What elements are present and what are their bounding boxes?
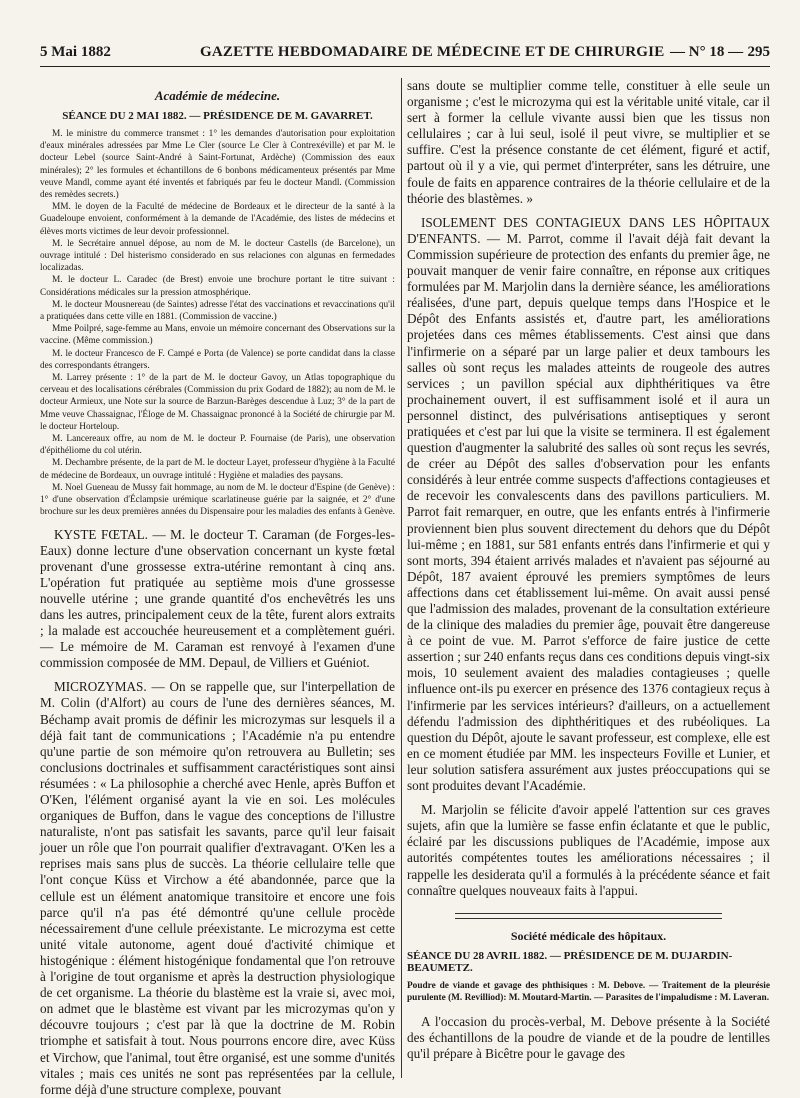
paragraph-microzymas: MICROZYMAS. — On se rappelle que, sur l'interpellation de M. Colin (d'Alfort) au cours de l'une des dernières séances, M. Béchamp avait promis de définir les microzymas sur lesquels il a déjà fait tant de communications ; l'Académie n'a pu entendre qu'une partie de son mémoire qu'on retrouvera au Bulletin; ses conclusions doctrinales et suffisamment caractéristiques sont ainsi résumées : « La philosophie a cherché avec Henle, après Buffon et O'Ken, l'élément organisé ayant la vie en soi. Les molécules organiques de Buffon, dans le vague des conceptions de l'illustre naturaliste, n'ont pas satisfait les savants, parce qu'il leur faisait jouer un rôle que l'on pourrait qualifier d'extravagant. O'Ken les a reprises mais sans plus de succès. La théorie cellulaire telle que l'ont conçue Küss et Virchow a été abandonnée, parce que la cellule est un élément anatomique transitoire et encore une fois parce qu'il n'a pas été démontré qu'une cellule procède nécessairement d'une cellule préexistante. Le microzyma est cette unité vitale autonome, agent doué d'activité chimique et histogénique : élément histogénique fondamental que l'on retrouve à l'origine de tout organisme et après la destruction physiologique de cet organisme. La théorie du blastème est la vraie si, avec moi, on admet que le blastème est vivant par les microzymas qu'on y découvre toujours ; c'est par là que la doctrine de M. Robin triomphe et satisfait à tout. Nous pourrons encore dire, avec Küss et Virchow, que l'animal, tout être organisé, est une somme d'unités vitales ; mais ces unités ne sont pas représentées par la cellule, forme déjà d'une structure complexe, pouvant	[40, 679, 395, 1097]
issue-number: — N° 18 —	[670, 44, 744, 60]
paragraph-marjolin: M. Marjolin se félicite d'avoir appelé l'attention sur ces graves sujets, afin que la lumière se fasse enfin éclatante et que le public, éclairé par les discussions publiques de l'Académie, impose aux autorités compétentes toutes les améliorations nécessaires ; il rappelle les desiderata qu'il a formulés à la précédente séance et fait connaître quelques nouveaux faits à l'appui.	[407, 802, 770, 898]
section-title-societe: Société médicale des hôpitaux.	[510, 928, 667, 943]
session-heading-societe: SÉANCE DU 28 AVRIL 1882. — PRÉSIDENCE DE M. DUJARDIN-BEAUMETZ.	[407, 949, 733, 974]
correspondence-item: M. Dechambre présente, de la part de M. le docteur Layet, professeur d'hygiène à la Faculté de médecine de Bordeaux, un ouvrage intitulé : Hygiène et maladies des paysans.	[40, 458, 395, 481]
correspondence-item: M. le docteur L. Caradec (de Brest) envoie une brochure portant le titre suivant : Considérations médicales sur la pression atmosphérique.	[40, 275, 395, 298]
correspondence-item: M. le ministre du commerce transmet : 1° les demandes d'autorisation pour exploitation d'eaux minérales adressées par Mme Le Cler (source Le Cler à Contrexéville) et par M. le docteur Lebel (source Saint-André à Saint-Fortunat, Ardèche) (Commission des eaux minérales); 2° les formules et échantillons de 6 bonbons médicamenteux présentés par Mme veuve Mandl, comme ayant été inventés et fabriqués par feu le docteur Mandl. (Commission des remèdes secrets.)	[40, 129, 395, 201]
issue-date: 5 Mai 1882	[40, 44, 111, 60]
running-header	[40, 44, 770, 67]
correspondence-item: M. Noel Gueneau de Mussy fait hommage, au nom de M. le docteur d'Espine (de Genève) : 1° d'une observation d'Éclampsie urémique scarlatineuse guérie par la saignée, et 2° d'une brochure sur les deux premières années du Dispensaire pour les maladies des enfants à Genève.	[40, 482, 395, 518]
correspondence-item: M. le Secrétaire annuel dépose, au nom de M. le docteur Castells (de Barcelone), un ouvrage intitulé : Del histerismo considerado en sus relaciones con algunas en fermedades localizadas.	[40, 238, 395, 274]
correspondence-item: MM. le doyen de la Faculté de médecine de Bordeaux et le directeur de la santé à la Guadeloupe envoient, conformément à la demande de l'Académie, des listes de médecins et élèves morts victimes de leur devoir professionnel.	[40, 202, 395, 237]
section-rule	[455, 913, 722, 914]
session-summary: Poudre de viande et gavage des phthisiques : M. Debove. — Traitement de la pleurésie purulente (M. Revilliod): M. Moutard-Martin. — Parasites de l'impaludisme : M. Laveran.	[407, 980, 770, 1003]
correspondence-item: M. Lancereaux offre, au nom de M. le docteur P. Fournaise (de Paris), une observation d'épithéliome du col utérin.	[40, 434, 395, 457]
journal-title: GAZETTE HEBDOMADAIRE DE MÉDECINE ET DE CHIRURGIE	[200, 44, 665, 60]
session-heading: SÉANCE DU 2 MAI 1882. — PRÉSIDENCE DE M. GAVARRET.	[62, 110, 373, 122]
paragraph-continuation: sans doute se multiplier comme telle, constituer à elle seule un organisme ; c'est le microzyma qui est la véritable unité vitale, car il sert à former la cellule vivante aussi bien que les tissus non cellulaires ; car à lui seul, isolé il peut vivre, se multiplier et se suffire. C'est la présence constante de cet élément, figuré et actif, partout où il y a vie, qui permet d'interpréter, sans les détruire, une foule de faits en apparence contraires de la théorie cellulaire et de la théorie des blastèmes. »	[407, 78, 770, 206]
column-divider	[401, 78, 402, 1078]
correspondence-item: M. le docteur Mousnereau (de Saintes) adresse l'état des vaccinations et revaccinations qu'il a pratiquées dans cette ville en 1881. (Commission de vaccine.)	[40, 299, 395, 323]
correspondence-item: M. Larrey présente : 1° de la part de M. le docteur Gavoy, un Atlas topographique du cerveau et des localisations cérébrales (Commission du prix Godard de 1882); au nom de M. le docteur Armieux, une Note sur la source de Barzun-Barèges descendue à Luz; 3° de la part de Mme veuve Chassaignac, l'Éloge de M. Chassaignac prononcé à la Société de chirurgie par M. le docteur Horteloup.	[40, 373, 395, 432]
paragraph-proces-verbal: A l'occasion du procès-verbal, M. Debove présente à la Société des échantillons de la poudre de viande et de la poudre de lentilles qu'il prépare à Bicêtre pour le gavage des	[407, 1013, 770, 1061]
left-column	[40, 78, 395, 1098]
paragraph-isolement: ISOLEMENT DES CONTAGIEUX DANS LES HÔPITAUX D'ENFANTS. — M. Parrot, comme il l'avait déjà fait devant la Commission supérieure de protection des enfants du premier âge, ne pouvait manquer de venir faire connaître, en réponse aux critiques formulées par M. Marjolin dans la dernière séance, les améliorations réalisées, d'une part, depuis quelque temps dans l'Hospice et le Dépôt des Enfants assistés et, d'autre part, les améliorations projetées dans ces mêmes établissements. C'est ainsi que dans l'infirmerie on a séparé par un large palier et deux tambours les salles où sont reçus les malades atteints de rougeole des autres services ; un pavillon spécial aux diphthéritiques va être prochainement ouvert, il est suffisamment isolé et il aura un personnel distinct, des pulvérisations antiseptiques y seront pratiquées et c'est par lui que la visite se terminera. Il est également question d'augmenter la salubrité des salles où sont reçus les sevrés, de créer au Dépôt des salles d'observation pour les enfants considérés à leur entrée comme suspects d'affections contagieuses et de recevoir les convalescents dans des pavillons particuliers. M. Parrot fait remarquer, en outre, que les enfants entrés à l'infirmerie proviennent bien plus souvent directement du dehors que du Dépôt lui-même ; en 1881, sur 581 enfants entrés dans l'infirmerie et qui y sont morts, 394 étaient arrivés malades et n'avaient pas séjourné au Dépôt, 187 avaient éprouvé les premiers symptômes de leurs affections dans cet établissement lui-même. On avait aussi pensé que l'admission des malades, provenant de la consultation extérieure de la clinique des maladies du premier âge, pouvait être dangereuse à ce point de vue. M. Parrot s'efforce de faire justice de cette assertion ; sur 240 enfants reçus dans ces conditions depuis vingt-six mois, 10 seulement avaient des maladies contagieuses ; quelle influence ont-ils pu exercer en présence des 1376 contagieux reçus à l'infirmerie par les services intérieurs? d'ailleurs, on a actuellement défendu l'admission des diphthéritiques et des rubéoliques. La question du Dépôt, ajoute le savant professeur, est complexe, elle est en ce moment étudiée par MM. les inspecteurs Foville et Lunier, et leur solution satisfera assurément aux justes préoccupations qui se sont produites devant l'Académie.	[407, 214, 770, 794]
section-title-academie: Académie de médecine.	[154, 88, 281, 103]
correspondence-item: M. le docteur Francesco de F. Campé e Porta (de Valence) se porte candidat dans la classe des correspondants étrangers.	[40, 348, 395, 371]
section-rule	[455, 918, 722, 919]
correspondence-block	[40, 128, 395, 519]
correspondence-item: Mme Poilpré, sage-femme au Mans, envoie un mémoire concernant des Observations sur la vaccine. (Même commission.)	[40, 324, 395, 347]
right-column	[407, 78, 770, 1062]
page-number: 295	[747, 44, 770, 60]
paragraph-kyste-foetal: KYSTE FŒTAL. — M. le docteur T. Caraman (de Forges-les-Eaux) donne lecture d'une observation concernant un kyste fœtal provenant d'une grossesse extra-utérine remontant à cinq ans. L'opération fut pratiquée au septième mois d'une grossesse nouvelle utérine ; une grande quantité d'os enchevêtrés les uns dans les autres, principalement ceux de la tête, furent alors extraits ; la malade est accouchée heureusement et a complètement guéri. — Le mémoire de M. Caraman est renvoyé à l'examen d'une commission composée de MM. Depaul, de Villiers et Guéniot.	[40, 526, 395, 671]
